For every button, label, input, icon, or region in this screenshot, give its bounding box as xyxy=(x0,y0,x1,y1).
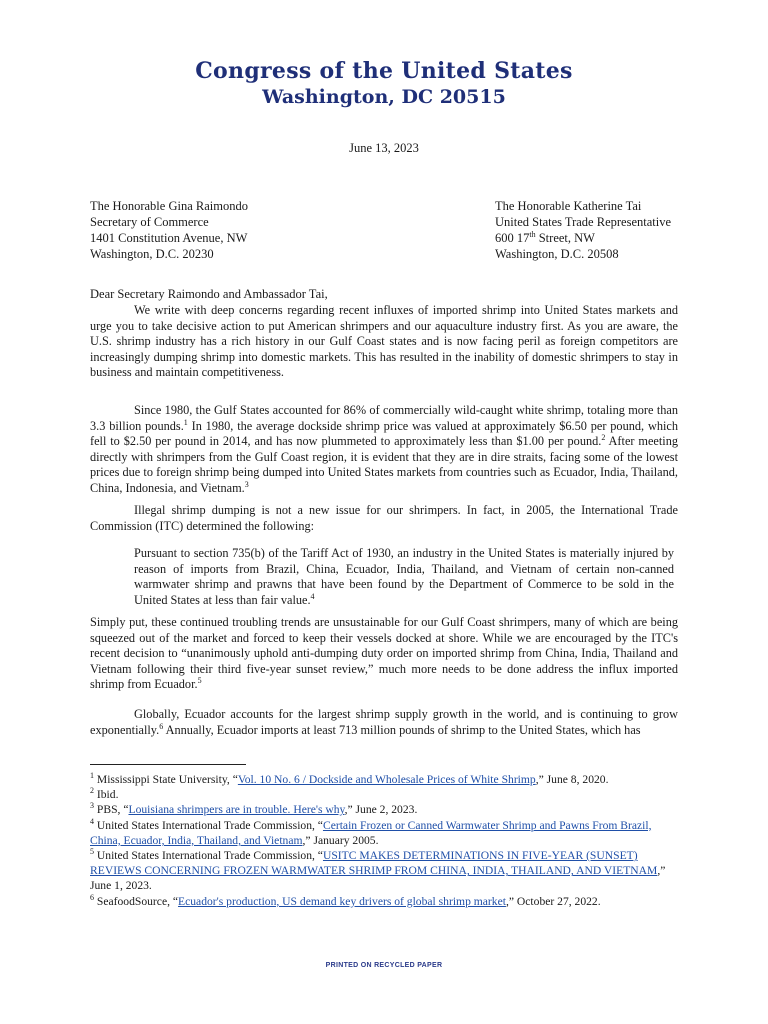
paragraph-2-text: After meeting directly with shrimpers from the Gulf Coast region, it is evident that they are in dire straits, facing some of the lowest prices due to foreign shrimp being dumped into United States markets from countries such as Ecuador, India, Thailand, China, Indonesia, and Vietnam. xyxy=(90,434,678,495)
footnote-text: ,” June 8, 2020. xyxy=(535,773,609,786)
footnote-text: SeafoodSource, “ xyxy=(94,894,179,908)
paragraph-5 xyxy=(90,707,678,738)
footnote-text: United States International Trade Commission, “ xyxy=(94,818,323,832)
recipient-right-city: Washington, D.C. 20508 xyxy=(495,247,619,261)
footnote-ref: 5 xyxy=(197,676,202,686)
paragraph-4-text: Simply put, these continued troubling trends are unsustainable for our Gulf Coast shrimpers, many of which are being squeezed out of the market and forced to keep their vessels docked at shore. While we are encouraged by the ITC's recent decision to “unanimously uphold anti-dumping duty order on imported shrimp from China, India, Thailand and Vietnam following their third five-year sunset review,” much more needs to be done address the influx imported shrimp from Ecuador. xyxy=(90,615,678,692)
footnote-text: Mississippi State University, “ xyxy=(94,773,238,786)
footnote-text: ,” January 2005. xyxy=(302,833,379,847)
recipient-left-line: Washington, D.C. 20230 xyxy=(90,247,214,261)
paragraph-1: We write with deep concerns regarding recent influxes of imported shrimp into United States markets and urge you to take decisive action to put American shrimpers and our aquaculture industry first. As you are aware, the U.S. shrimp industry has a rich history in our Gulf Coast states and is now facing peril as foreign competitors are increasingly dumping shrimp into domestic markets. This has resulted in the inability of domestic shrimpers to stay in business and maintain competitiveness. xyxy=(90,303,678,380)
recipient-left-line: The Honorable Gina Raimondo xyxy=(90,199,248,213)
street-name: Street, NW xyxy=(535,231,595,245)
paragraph-5-text: Annually, Ecuador imports at least 713 million pounds of shrimp to the United States, which has xyxy=(163,722,641,737)
recipient-left-line: 1401 Constitution Avenue, NW xyxy=(90,231,248,245)
paragraph-4 xyxy=(90,615,678,693)
footnote-text: United States International Trade Commission, “ xyxy=(94,849,323,863)
footnote-number: 1 xyxy=(90,771,94,781)
paragraph-5-text: Globally, Ecuador accounts for the largest shrimp supply growth in the world, and is continuing to grow exponentially. xyxy=(90,707,678,737)
footnote-number: 2 xyxy=(90,786,94,796)
footnote-ref: 4 xyxy=(310,591,315,601)
street-ordinal: th xyxy=(529,229,536,239)
footnote-3 xyxy=(90,802,680,817)
footnote-number: 3 xyxy=(90,801,94,811)
street-number: 600 17 xyxy=(495,231,530,245)
recipient-right xyxy=(495,198,671,262)
footnote-ref: 1 xyxy=(183,417,188,427)
footnote-link[interactable]: USITC MAKES DETERMINATIONS IN FIVE-YEAR (SUNSET) REVIEWS CONCERNING FROZEN WARMWATER SHRIMP FROM CHINA, INDIA, THAILAND, AND VIETNAM xyxy=(90,849,658,878)
paragraph-2-text: Since 1980, the Gulf States accounted for 86% of commercially wild-caught white shrimp, totaling more than 3.3 billion pounds. xyxy=(90,403,678,433)
recipient-left-line: Secretary of Commerce xyxy=(90,215,209,229)
footnotes xyxy=(90,772,680,909)
footnote-4 xyxy=(90,818,680,848)
footnote-link[interactable]: Ecuador's production, US demand key drivers of global shrimp market xyxy=(178,894,506,908)
footnote-divider xyxy=(90,764,246,765)
footnote-text: PBS, “ xyxy=(94,803,129,817)
footnote-number: 4 xyxy=(90,816,94,826)
letterhead-title: Congress of the United States xyxy=(195,58,573,84)
footnote-5 xyxy=(90,848,680,894)
footnote-link[interactable]: Louisiana shrimpers are in trouble. Here's why xyxy=(128,803,345,817)
paragraph-2-text: In 1980, the average dockside shrimp price was valued at approximately $6.50 per pound, which fell to $2.50 per pound in 2014, and has now plummeted to approximately less than $1.00 per pound. xyxy=(90,418,678,449)
footnote-link[interactable]: Vol. 10 No. 6 / Dockside and Wholesale Prices of White Shrimp xyxy=(237,773,536,786)
salutation: Dear Secretary Raimondo and Ambassador Tai, xyxy=(90,287,328,301)
recipient-right-street xyxy=(495,230,671,246)
block-quote xyxy=(134,546,674,608)
recipient-right-title: United States Trade Representative xyxy=(495,215,672,229)
recipient-left xyxy=(90,198,248,262)
footnote-text: Ibid. xyxy=(94,788,119,802)
footnote-6 xyxy=(90,894,680,909)
paragraph-2 xyxy=(90,403,678,497)
recipient-right-name: The Honorable Katherine Tai xyxy=(495,199,642,213)
block-quote-text: Pursuant to section 735(b) of the Tariff Act of 1930, an industry in the United States is materially injured by reason of imports from Brazil, China, Ecuador, India, Thailand, and Vietnam of certain non-canned warmwater shrimp and prawns that have been found by the Department of Commerce to be sold in the United States at less than fair value. xyxy=(134,546,674,607)
footnote-number: 6 xyxy=(90,892,94,902)
footnote-ref: 2 xyxy=(601,433,606,443)
footnote-ref: 3 xyxy=(244,479,249,489)
footnote-text: ,” October 27, 2022. xyxy=(505,894,601,908)
letterhead-address: Washington, DC 20515 xyxy=(262,86,506,108)
letter-date: June 13, 2023 xyxy=(349,141,419,155)
footnote-link[interactable]: Certain Frozen or Canned Warmwater Shrimp and Pawns From Brazil, China, Ecuador, India, Thailand, and Vietnam xyxy=(90,818,652,847)
footnote-2 xyxy=(90,787,680,802)
footnote-1 xyxy=(90,772,680,787)
paragraph-3: Illegal shrimp dumping is not a new issue for our shrimpers. In fact, in 2005, the International Trade Commission (ITC) determined the following: xyxy=(90,503,678,533)
footnote-text: ,” June 1, 2023. xyxy=(90,864,666,893)
footnote-number: 5 xyxy=(90,847,94,857)
recycled-paper-notice: PRINTED ON RECYCLED PAPER xyxy=(325,962,443,969)
footnote-text: ,” June 2, 2023. xyxy=(344,803,418,817)
footnote-ref: 6 xyxy=(159,721,164,731)
